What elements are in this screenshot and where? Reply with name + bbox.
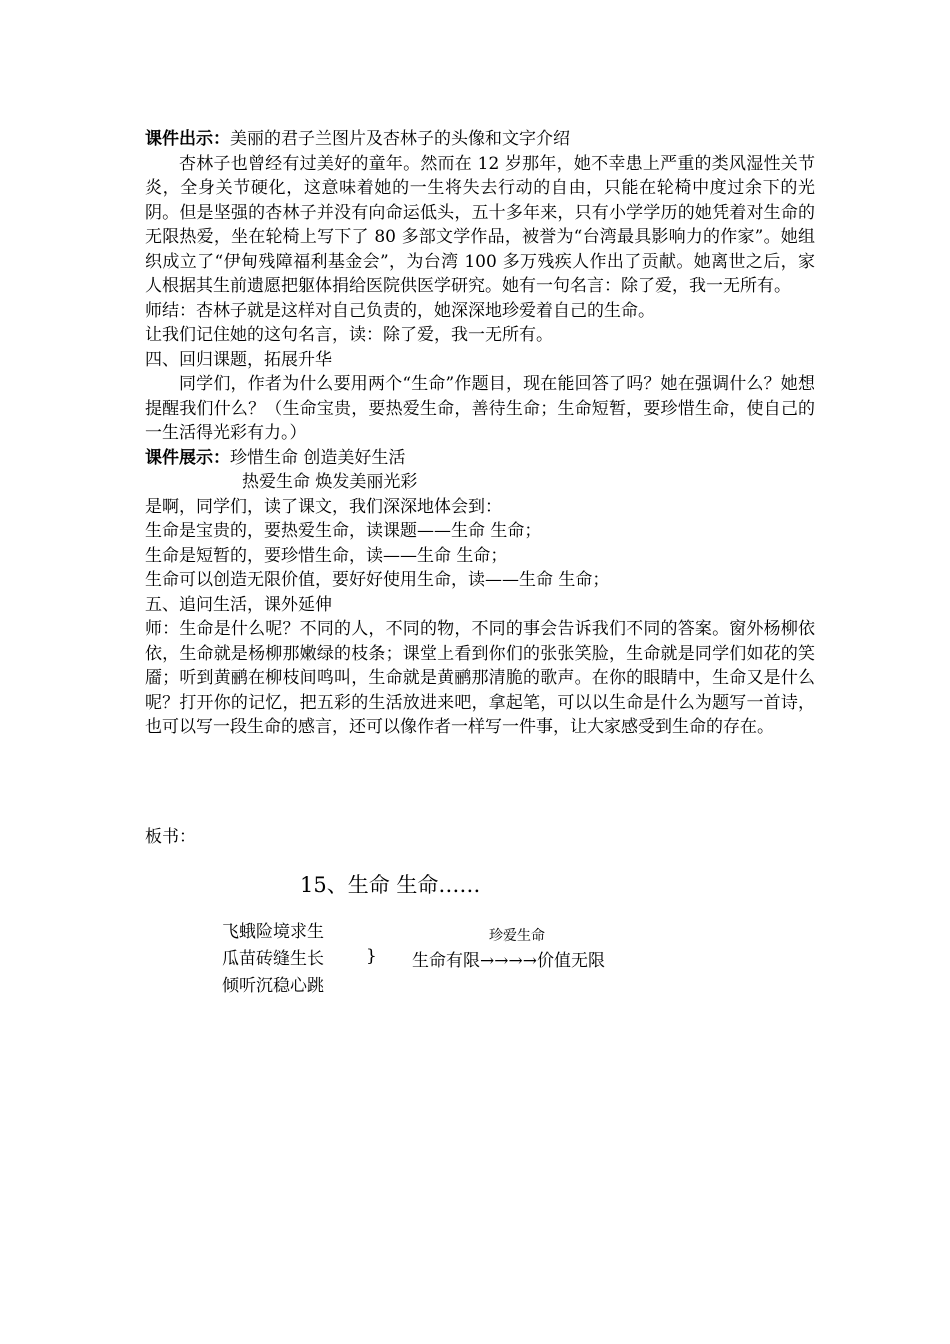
lesson-body (145, 127, 815, 740)
example-melon: 瓜苗砖缝生长 (222, 949, 324, 969)
courseware-display-label: 课件展示： (145, 447, 230, 468)
example-moth: 飞蛾险境求生 (222, 922, 324, 942)
teacher-summary-line: 师结：杏林子就是这样对自己负责的，她深深地珍爱着自己的生命。 (145, 300, 655, 321)
extension-paragraph: 师：生命是什么呢？不同的人，不同的物，不同的事会告诉我们不同的答案。窗外杨柳依依，生命就是杨柳那嫩绿的枝条；课堂上看到你们的张张笑脸，生命就是同学们如花的笑靥；听到黄鹂在柳枝间鸣叫，生命就是黄鹂那清脆的歌声。在你的眼睛中，生命又是什么呢？打开你的记忆，把五彩的生活放进来吧，拿起笔，可以以生命是什么为题写一首诗，也可以写一段生命的感言，还可以像作者一样写一件事，让大家感受到生命的存在。 (145, 619, 815, 737)
xinglinzi-paragraph: 杏林子也曾经有过美好的童年。然而在 12 岁那年，她不幸患上严重的类风湿性关节炎，全身关节硬化，这意味着她的一生将失去行动的自由，只能在轮椅中度过余下的光阴。但是坚强的杏林子并没有向命运低头，五十多年来，只有小学学历的她凭着对生命的无限热爱，坐在轮椅上写下了 80 多部文学作品，被誉为“台湾最具影响力的作家”。她组织成立了“伊甸残障福利基金会”，为台湾 100 多万残疾人作出了贡献。她离世之后，家人根据其生前遗愿把躯体捐给医院供医学研究。她有一句名言：除了爱，我一无所有。 (145, 153, 815, 296)
blackboard-brace: } (366, 946, 377, 966)
value-life-line: 生命可以创造无限价值，要好好使用生命，读——生命 生命； (145, 570, 610, 590)
courseware-show-line (145, 127, 815, 152)
blackboard-title: 15、生命 生命…… (300, 873, 481, 897)
short-life-line: 生命是短暂的，要珍惜生命，读——生命 生命； (145, 545, 508, 566)
realization-line: 是啊，同学们，读了课文，我们深深地体会到： (145, 496, 502, 517)
question-paragraph: 同学们，作者为什么要用两个“生命”作题目，现在能回答了吗？她在强调什么？她想提醒我们什么？（生命宝贵，要热爱生命，善待生命；生命短暂，要珍惜生命，使自己的一生活得光彩有力。） (145, 374, 815, 443)
example-heartbeat: 倾听沉稳心跳 (222, 976, 324, 996)
blackboard-examples (222, 919, 324, 1000)
precious-life-line: 生命是宝贵的，要热爱生命，读课题——生命 生命； (145, 521, 542, 541)
blackboard-cherish-life: 珍爱生命 (489, 928, 545, 944)
section-five-heading: 五、追问生活，课外延伸 (145, 594, 332, 615)
courseware-display-text-2: 热爱生命 焕发美丽光彩 (242, 472, 418, 492)
blackboard-label: 板书： (145, 827, 196, 847)
read-quote-line: 让我们记住她的这句名言，读：除了爱，我一无所有。 (145, 325, 553, 345)
courseware-display-text-1: 珍惜生命 创造美好生活 (230, 447, 406, 468)
courseware-show-text: 美丽的君子兰图片及杏林子的头像和文字介绍 (230, 129, 570, 149)
blackboard-life-chain: 生命有限→→→→价值无限 (412, 951, 605, 971)
courseware-display-line (145, 446, 815, 471)
courseware-show-label: 课件出示： (145, 129, 230, 149)
section-four-heading: 四、回归课题，拓展升华 (145, 349, 332, 370)
